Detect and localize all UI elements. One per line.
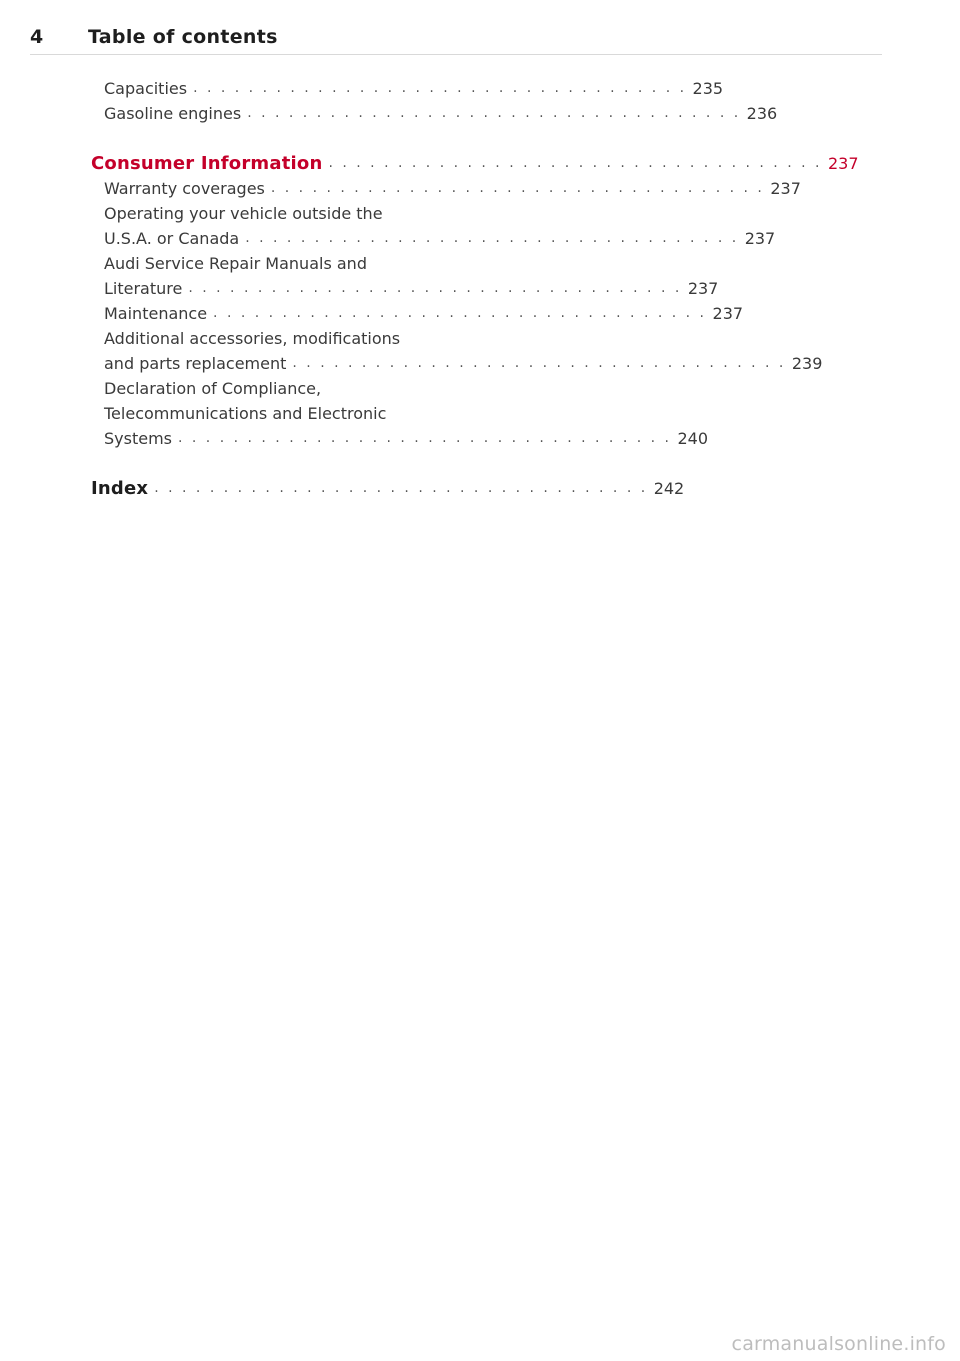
toc-entry-page: 237 [770, 179, 801, 198]
toc-section-page: 237 [827, 154, 859, 173]
dot-leader: . . . . . . . . . . . . . . . . . . . . . . . . . . . . . . . . . . . . [247, 105, 741, 121]
toc-entry-label: Warranty coverages [104, 179, 265, 198]
page-number: 4 [30, 26, 44, 48]
toc-entry-page: 237 [687, 279, 719, 298]
page-header [30, 24, 882, 55]
toc-entry-label-line: Audi Service Repair Manuals and [104, 254, 367, 273]
dot-leader: . . . . . . . . . . . . . . . . . . . . . . . . . . . . . . . . . . . . [328, 155, 822, 171]
toc-entry-label: Literature [104, 279, 183, 298]
toc-entry-page: 235 [692, 79, 724, 98]
toc-entry-operating-outside[interactable] [91, 201, 776, 251]
toc-entry-warranty-coverages[interactable] [91, 176, 801, 201]
toc-entry-label-line: Additional accessories, modifications [104, 329, 401, 348]
toc-entry-capacities[interactable] [91, 76, 724, 101]
toc-entry-declaration[interactable] [91, 376, 709, 451]
header-title: Table of contents [88, 26, 278, 48]
dot-leader: . . . . . . . . . . . . . . . . . . . . . . . . . . . . . . . . . . . . [178, 430, 672, 446]
toc-entry-maintenance[interactable] [91, 301, 744, 326]
toc-entry-page: 236 [746, 104, 778, 123]
toc-entry-label: Capacities [104, 79, 188, 98]
dot-leader: . . . . . . . . . . . . . . . . . . . . . . . . . . . . . . . . . . . . [193, 80, 687, 96]
toc-entry-label-line: Declaration of Compliance, [104, 379, 322, 398]
toc-entry-gasoline-engines[interactable] [91, 101, 778, 126]
toc-entry-label-line: Operating your vehicle outside the [104, 204, 383, 223]
dot-leader: . . . . . . . . . . . . . . . . . . . . . . . . . . . . . . . . . . . . [292, 355, 786, 371]
toc-entry-label: Systems [104, 429, 172, 448]
dot-leader: . . . . . . . . . . . . . . . . . . . . . . . . . . . . . . . . . . . . [154, 480, 648, 496]
toc-section-label: Consumer Information [91, 153, 323, 174]
table-of-contents [91, 76, 859, 501]
toc-section-label: Index [91, 478, 149, 499]
toc-entry-label-line: Telecommunications and Electronic [104, 404, 387, 423]
dot-leader: . . . . . . . . . . . . . . . . . . . . . . . . . . . . . . . . . . . . [270, 180, 765, 196]
toc-entry-label: U.S.A. or Canada [104, 229, 240, 248]
toc-entry-page: 237 [712, 304, 744, 323]
watermark: carmanualsonline.info [731, 1333, 946, 1355]
toc-entry-page: 240 [677, 429, 709, 448]
toc-entry-label: Maintenance [104, 304, 208, 323]
toc-entry-label: and parts replacement [104, 354, 287, 373]
toc-section-page: 242 [653, 479, 685, 498]
toc-entry-service-manuals[interactable] [91, 251, 719, 301]
toc-section-index[interactable] [91, 476, 685, 501]
toc-entry-label: Gasoline engines [104, 104, 242, 123]
dot-leader: . . . . . . . . . . . . . . . . . . . . . . . . . . . . . . . . . . . . [188, 280, 682, 296]
toc-entry-page: 237 [744, 229, 776, 248]
dot-leader: . . . . . . . . . . . . . . . . . . . . . . . . . . . . . . . . . . . . [213, 305, 707, 321]
toc-entry-accessories[interactable] [91, 326, 823, 376]
toc-entry-page: 239 [791, 354, 823, 373]
toc-section-consumer-information[interactable] [91, 151, 859, 176]
dot-leader: . . . . . . . . . . . . . . . . . . . . . . . . . . . . . . . . . . . . [245, 230, 739, 246]
